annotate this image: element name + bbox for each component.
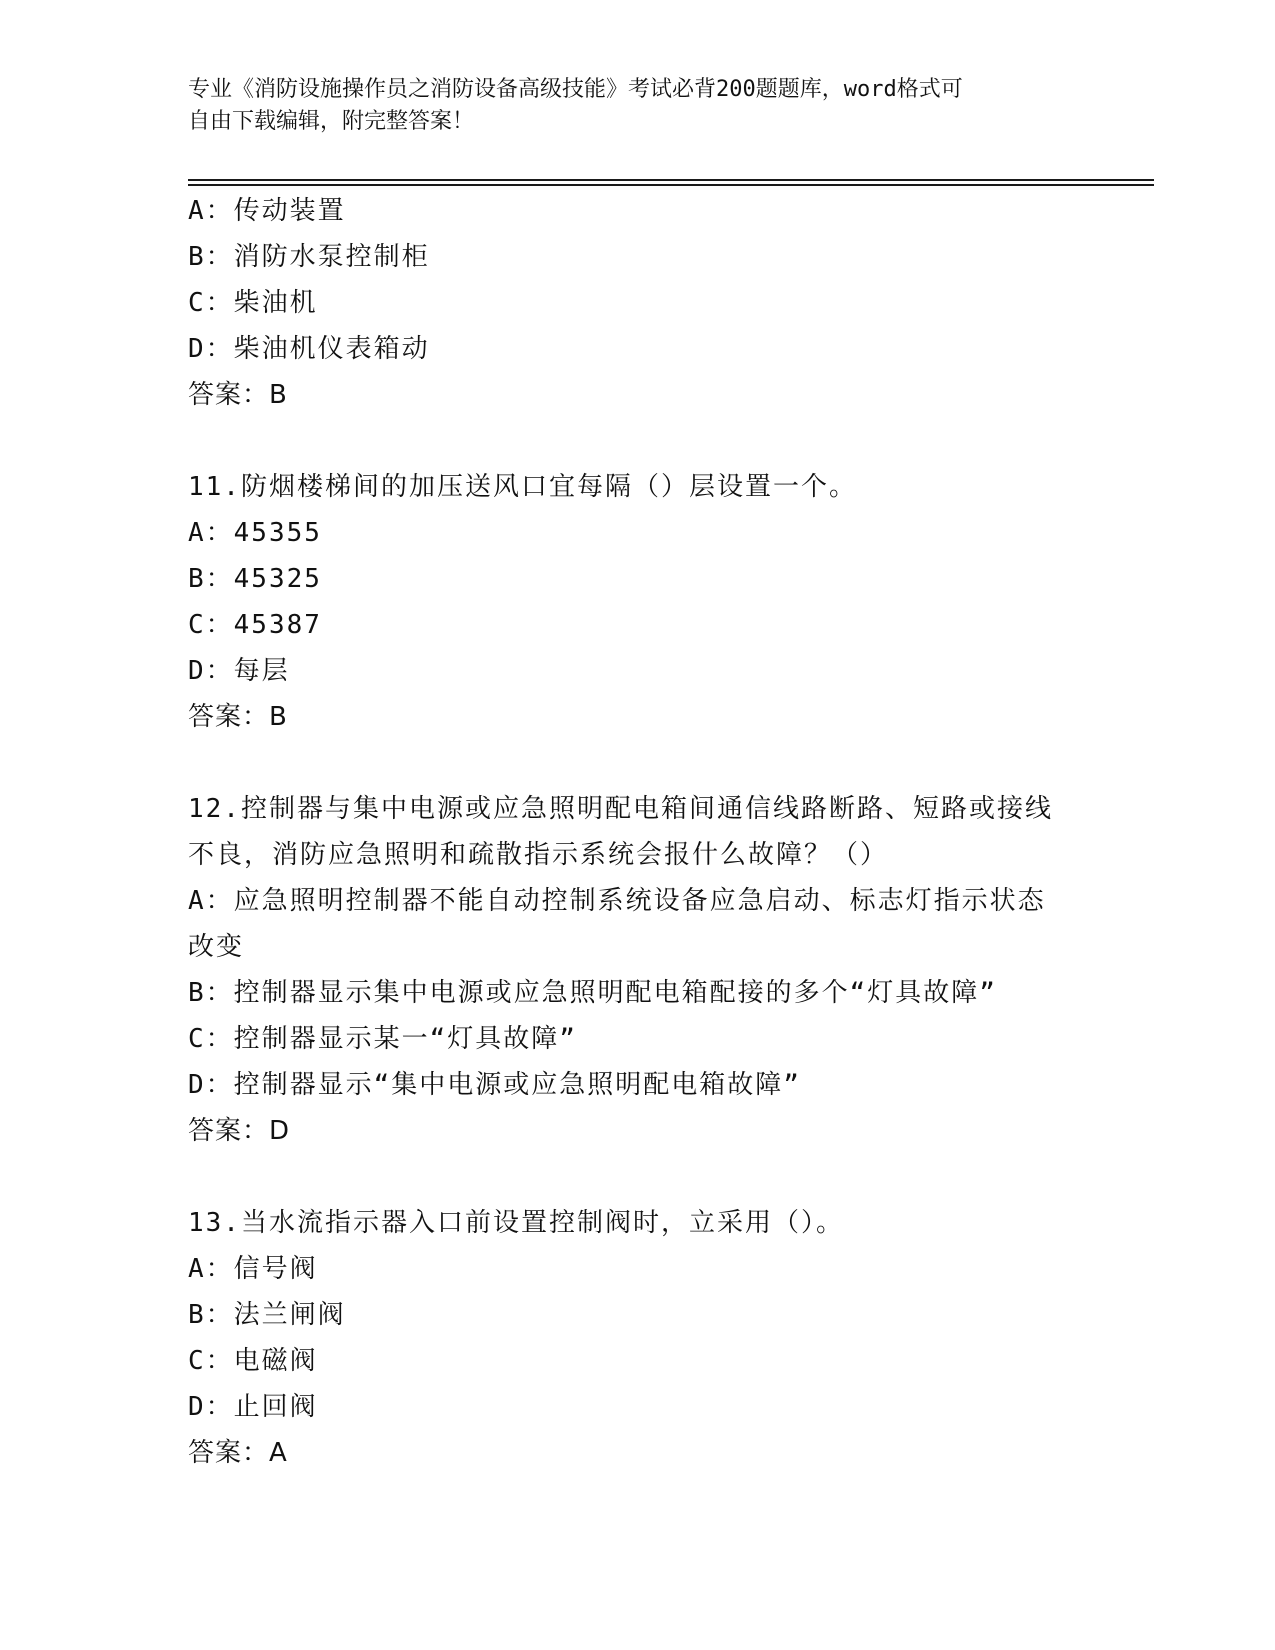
spacer (188, 418, 1088, 464)
option-d: D：止回阀 (188, 1392, 318, 1422)
question-13 (188, 1200, 1088, 1476)
answer: 答案：B (188, 380, 288, 410)
question-12 (188, 786, 1088, 1154)
option-c: C：控制器显示某一“灯具故障” (188, 1024, 577, 1054)
spacer (188, 740, 1088, 786)
option-c: C：电磁阀 (188, 1346, 318, 1376)
option-d: D：每层 (188, 656, 290, 686)
option-c: C：45387 (188, 610, 322, 640)
answer: 答案：D (188, 1116, 291, 1146)
question-list (188, 188, 1088, 1476)
answer: 答案：A (188, 1438, 288, 1468)
option-d: D：柴油机仪表箱动 (188, 334, 430, 364)
header-divider-bottom (188, 184, 1154, 186)
question-stem-line-1: 12.控制器与集中电源或应急照明配电箱间通信线路断路、短路或接线 (188, 794, 1053, 824)
answer: 答案：B (188, 702, 288, 732)
question-stem: 11.防烟楼梯间的加压送风口宜每隔（）层设置一个。 (188, 472, 857, 502)
option-b: B：控制器显示集中电源或应急照明配电箱配接的多个“灯具故障” (188, 978, 997, 1008)
option-b: B：45325 (188, 564, 322, 594)
question-stem-line-2: 不良，消防应急照明和疏散指示系统会报什么故障？（） (188, 840, 889, 870)
option-a: A：信号阀 (188, 1254, 318, 1284)
header-divider-top (188, 179, 1154, 181)
option-a-line-2: 改变 (188, 932, 245, 962)
question-11 (188, 464, 1088, 740)
document-header (188, 74, 1068, 138)
question-10-fragment (188, 188, 1088, 418)
option-b: B：消防水泵控制柜 (188, 242, 430, 272)
option-a: A：45355 (188, 518, 322, 548)
header-line-1: 专业《消防设施操作员之消防设备高级技能》考试必背200题题库，word格式可 (188, 77, 963, 102)
option-d: D：控制器显示“集中电源或应急照明配电箱故障” (188, 1070, 801, 1100)
option-c: C：柴油机 (188, 288, 318, 318)
header-line-2: 自由下载编辑，附完整答案！ (188, 109, 475, 134)
option-a-line-1: A：应急照明控制器不能自动控制系统设备应急启动、标志灯指示状态 (188, 886, 1046, 916)
option-b: B：法兰闸阀 (188, 1300, 346, 1330)
spacer (188, 1154, 1088, 1200)
option-a: A：传动装置 (188, 196, 346, 226)
question-stem: 13.当水流指示器入口前设置控制阀时，立采用（）。 (188, 1208, 844, 1238)
